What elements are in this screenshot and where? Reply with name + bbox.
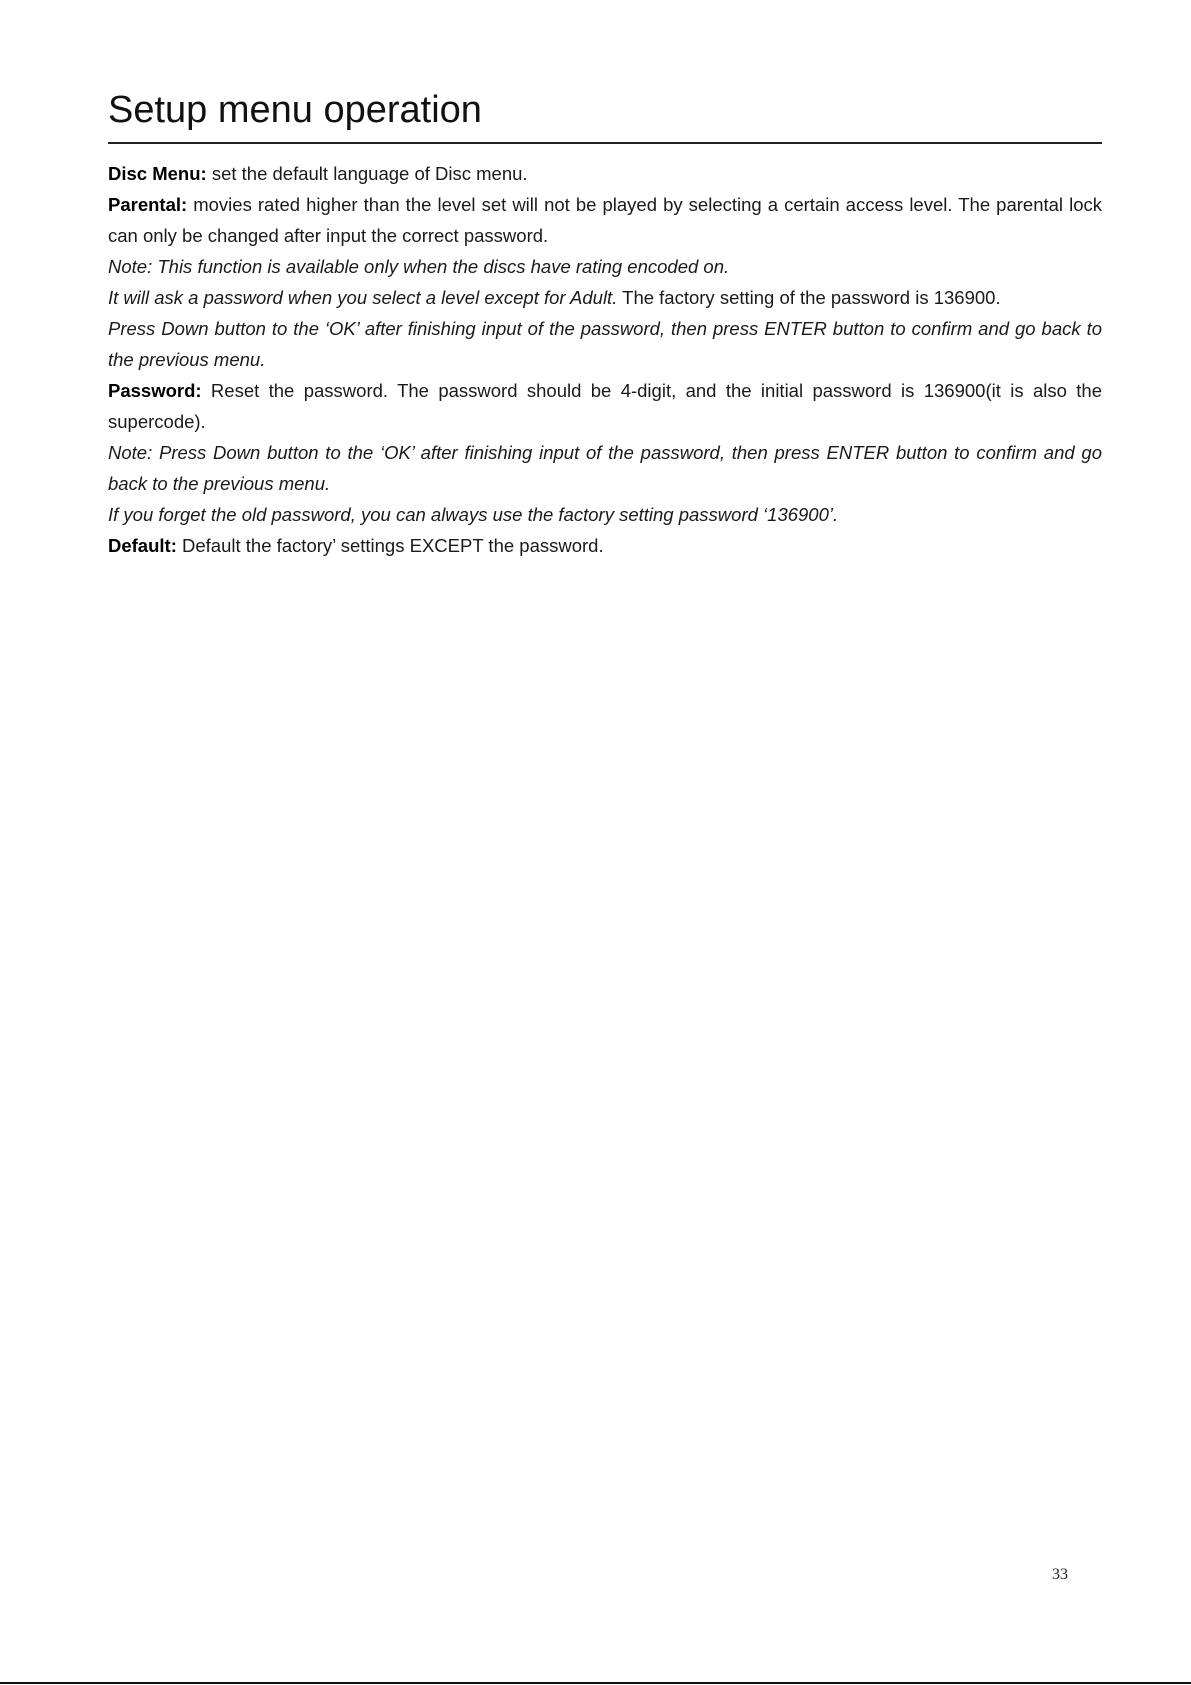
parental-ask-text: The factory setting of the password is 136900. — [617, 287, 1001, 308]
default-label: Default: — [108, 535, 177, 556]
title-underline — [108, 142, 1102, 144]
password-text: Reset the password. The password should be 4-digit, and the initial password is 136900(it is also the supercode). — [108, 380, 1102, 432]
parental-text: movies rated higher than the level set will not be played by selecting a certain access level. The parental lock can only be changed after input the correct password. — [108, 194, 1102, 246]
password-note-paragraph — [108, 437, 1102, 499]
disc-menu-label: Disc Menu: — [108, 163, 207, 184]
page-number: 33 — [1052, 1566, 1068, 1583]
parental-note-text: Note: This function is available only when the discs have rating encoded on. — [108, 256, 730, 277]
parental-press-paragraph — [108, 313, 1102, 375]
parental-ask-italic: It will ask a password when you select a level except for Adult. — [108, 287, 618, 308]
bottom-edge-line — [0, 1682, 1191, 1684]
disc-menu-paragraph — [108, 158, 1102, 189]
password-label: Password: — [108, 380, 202, 401]
manual-page — [108, 80, 1102, 561]
parental-note-paragraph — [108, 251, 1102, 282]
password-forget-paragraph — [108, 499, 1102, 530]
parental-press-text: Press Down button to the ‘OK’ after finishing input of the password, then press ENTER button to confirm and go back to the previous menu. — [108, 318, 1102, 370]
password-paragraph — [108, 375, 1102, 437]
disc-menu-text: set the default language of Disc menu. — [206, 163, 528, 184]
page-title: Setup menu operation — [108, 89, 482, 131]
password-forget-text: If you forget the old password, you can always use the factory setting password ‘136900’. — [108, 504, 839, 525]
parental-ask-paragraph — [108, 282, 1102, 313]
parental-label: Parental: — [108, 194, 188, 215]
default-text: Default the factory’ settings EXCEPT the password. — [176, 535, 604, 556]
default-paragraph — [108, 530, 1102, 561]
password-note-text: Note: Press Down button to the ‘OK’ after finishing input of the password, then press ENTER button to confirm and go back to the previous menu. — [108, 442, 1102, 494]
parental-paragraph — [108, 189, 1102, 251]
